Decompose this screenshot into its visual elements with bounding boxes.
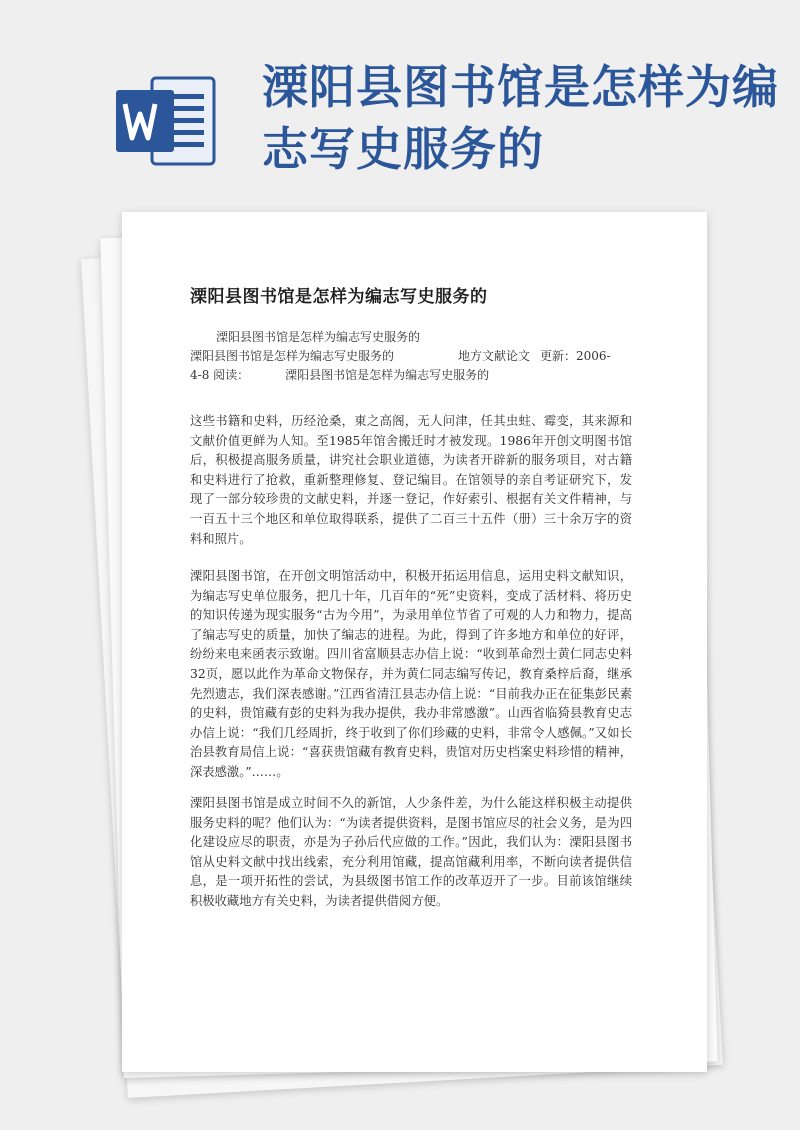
word-icon xyxy=(112,68,218,174)
paragraph: 这些书籍和史料，历经沧桑，東之高阁，无人问津，任其虫蛀、霉变，其来源和文献价值更鲜为人知。至1985年馆舍搬迁时才被发现。1986年开创文明图书馆后，积极提高服务质量，讲究社会职业道德，为读者开辟新的服务项目，对古籍和史料进行了抢救，重新整理修复、登记编目。在馆领导的亲自考证研究下，发现了一部分较珍贵的文献史料，并逐一登记，作好索引、根据有关文件精神，与一百五十三个地区和单位取得联系，提供了二百三十五件（册）三十余万字的资料和照片。 xyxy=(190,414,632,546)
document-content xyxy=(122,212,707,1072)
meta-line-1: 溧阳县图书馆是怎样为编志写史服务的 xyxy=(216,330,421,344)
meta-line-2 xyxy=(190,347,640,366)
meta-title: 溧阳县图书馆是怎样为编志写史服务的 xyxy=(190,349,395,363)
meta-updated: 更新：2006- xyxy=(540,349,611,363)
page-header xyxy=(0,0,800,200)
page-title: 溧阳县图书馆是怎样为编志写史服务的 xyxy=(262,60,779,176)
meta-title-repeat: 溧阳县图书馆是怎样为编志写史服务的 xyxy=(285,368,490,382)
meta-date: 4-8 xyxy=(190,368,210,382)
document-title: 溧阳县图书馆是怎样为编志写史服务的 xyxy=(190,287,488,307)
meta-category: 地方文献论文 xyxy=(458,349,531,363)
document-page xyxy=(122,212,707,1072)
article-meta xyxy=(190,328,640,385)
paragraph: 溧阳县图书馆是成立时间不久的新馆，人少条件差，为什么能这样积极主动提供服务史料的呢？他们认为：“为读者提供资料，是图书馆应尽的社会义务，是为四化建设应尽的职责，亦是为子孙后代应做的工作。”因此，我们认为：溧阳县图书馆从史料文献中找出线索，充分利用馆藏，提高馆藏利用率，不断向读者提供信息，是一项开拓性的尝试，为县级图书馆工作的改革迈开了一步。目前该馆继续积极收藏地方有关史料，为读者提供借阅方便。 xyxy=(190,796,632,908)
paragraph: 溧阳县图书馆，在开创文明馆活动中，积极开拓运用信息，运用史料文献知识，为编志写史单位服务，把几十年，几百年的“死”史资料，变成了活材料、将历史的知识传递为现实服务“古为今用”，为录用单位节省了可观的人力和物力，提高了编志写史的质量，加快了编志的进程。为此，得到了许多地方和单位的好评，纷纷来电来函表示致谢。四川省富顺县志办信上说：“收到革命烈士黄仁同志史料32页，愿以此作为革命文物保存，并为黄仁同志编写传记，教育桑梓后裔，继承先烈遗志，我们深表感谢。”江西省清江县志办信上说：“目前我办正在征集彭民素的史料，贵馆藏有彭的史料为我办提供，我办非常感激”。山西省临猗县教育史志办信上说：“我们几经周折，终于收到了你们珍藏的史料，非常令人感佩。”又如长治县教育局信上说：“喜获贵馆藏有教育史料，贵馆对历史档案史料珍惜的精神，深表感激。”……。 xyxy=(190,569,632,779)
meta-line-3 xyxy=(190,366,640,385)
meta-reads: 阅读： xyxy=(213,368,250,382)
